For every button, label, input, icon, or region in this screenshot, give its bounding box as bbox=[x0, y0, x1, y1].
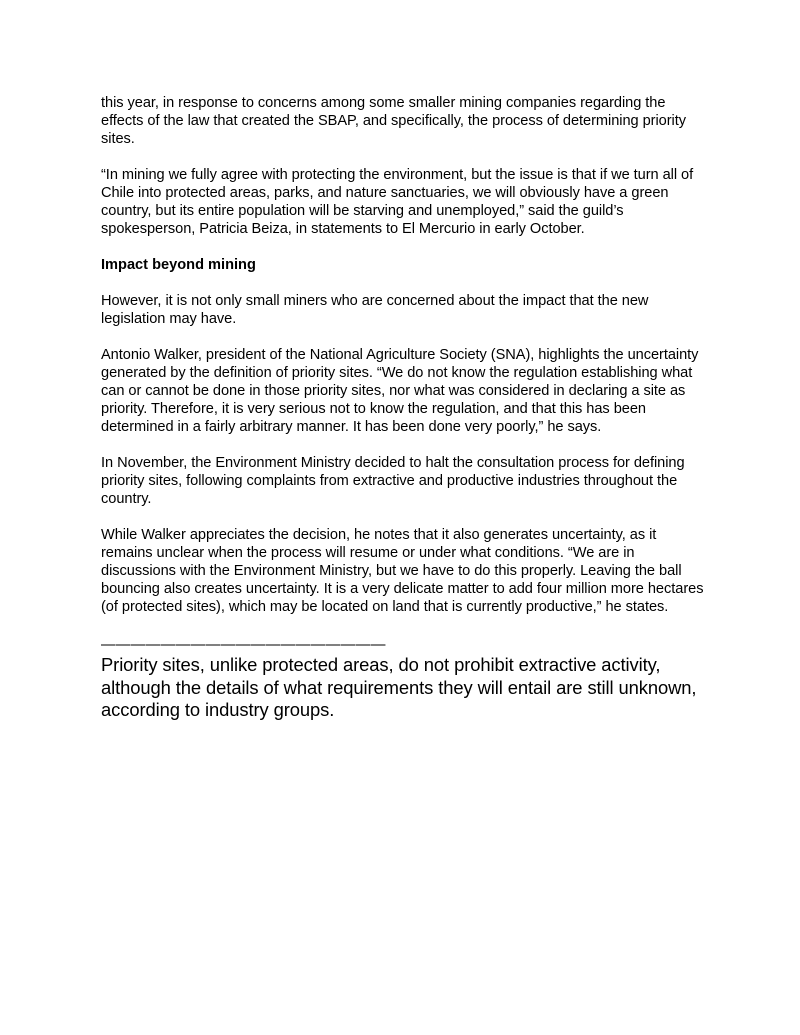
caption-text: Priority sites, unlike protected areas, do not prohibit extractive activity, although the details of what requirements they will entail are still unknown, according to industry groups. bbox=[101, 654, 697, 720]
paragraph-6: While Walker appreciates the decision, he notes that it also generates uncertainty, as it remains unclear when the process will resume or under what conditions. “We are in discussions with the Environment Ministry, but we have to do this properly. Leaving the ball bouncing also creates uncertainty. It is a very delicate matter to add four million more hectares (of protected sites), which may be located on land that is currently productive,” he states. bbox=[101, 527, 704, 615]
section-heading: Impact beyond mining bbox=[101, 257, 256, 273]
paragraph-3: However, it is not only small miners who are concerned about the impact that the new legislation may have. bbox=[101, 293, 649, 327]
paragraph-4: Antonio Walker, president of the National Agriculture Society (SNA), highlights the uncertainty generated by the definition of priority sites. “We do not know the regulation establishing what can or cannot be done in those priority sites, nor what was considered in declaring a site as priority. Therefore, it is very serious not to know the regulation, and that this has been determined in a fairly arbitrary manner. It has been done very poorly,” he says. bbox=[101, 347, 699, 435]
paragraph-2: “In mining we fully agree with protecting the environment, but the issue is that if we turn all of Chile into protected areas, parks, and nature sanctuaries, we will obviously have a green country, but its entire population will be starving and unemployed,” said the guild’s spokesperson, Patricia Beiza, in statements to El Mercurio in early October. bbox=[101, 167, 694, 237]
paragraph-1: this year, in response to concerns among some smaller mining companies regarding the effects of the law that created the SBAP, and specifically, the process of determining priority sites. bbox=[101, 95, 686, 147]
section-divider: ——————————————————— bbox=[101, 637, 386, 653]
document-page bbox=[101, 94, 705, 722]
paragraph-5: In November, the Environment Ministry decided to halt the consultation process for defining priority sites, following complaints from extractive and productive industries throughout the country. bbox=[101, 455, 685, 507]
